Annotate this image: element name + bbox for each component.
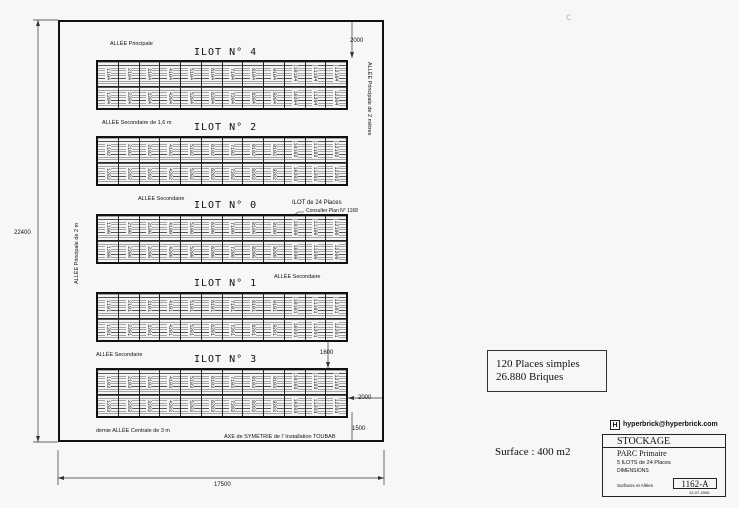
ilot-place — [160, 319, 181, 340]
ilot-place — [119, 87, 140, 108]
summary-places: 120 Places simples — [496, 358, 580, 370]
ilot-place — [140, 87, 161, 108]
summary-briques: 26.880 Briques — [496, 371, 564, 383]
place-number: 11104 — [312, 66, 319, 82]
label-allee-secondaire-3: ALLÉE Secondaire — [274, 274, 321, 280]
ilot-place — [181, 241, 202, 262]
place-number: 8103 — [250, 375, 257, 389]
place-number: 5100 — [187, 221, 194, 235]
ilot-place — [202, 163, 223, 184]
ilot-place — [264, 163, 285, 184]
ilot-place — [285, 241, 306, 262]
ilot-place — [119, 294, 140, 318]
place-number: 5102 — [187, 143, 194, 157]
ilot-place — [160, 241, 181, 262]
ilot-2-title: ILOT N° 2 — [194, 122, 258, 133]
place-number: 10204 — [291, 89, 298, 106]
place-number: 3104 — [146, 67, 153, 81]
ilot-place — [306, 163, 327, 184]
place-number: 1200 — [104, 245, 111, 258]
plan-frame — [58, 20, 384, 442]
place-number: 5104 — [187, 67, 194, 81]
ilot-0-title: ILOT N° 0 — [194, 200, 258, 211]
place-number: 6201 — [208, 323, 215, 336]
place-number: 8204 — [250, 91, 257, 104]
place-number: 3204 — [146, 91, 153, 104]
ilot-place — [285, 62, 306, 86]
place-number: 2202 — [125, 167, 132, 180]
place-number: 3201 — [146, 323, 153, 336]
place-number: 9203 — [270, 399, 277, 412]
place-number: 5101 — [187, 299, 194, 313]
place-number: 4202 — [167, 167, 174, 180]
ilot-place — [285, 319, 306, 340]
place-number: 3102 — [146, 143, 153, 157]
ilot-place — [306, 62, 327, 86]
ilot-place — [326, 294, 346, 318]
ilot-place — [243, 216, 264, 240]
title-desc: 5 ILOTS de 24 Places — [617, 460, 671, 466]
place-number: 2203 — [125, 399, 132, 412]
place-number: 11204 — [312, 89, 319, 106]
ilot-place — [181, 319, 202, 340]
place-number: 5204 — [187, 91, 194, 104]
surface-text: Surface : 400 m2 — [495, 446, 571, 458]
ilot-place — [243, 87, 264, 108]
ilot-1-top-row — [98, 294, 346, 319]
place-number: 5202 — [187, 167, 194, 180]
ilot-place — [119, 138, 140, 162]
place-number: 10201 — [291, 321, 298, 338]
ilot-4-top-row — [98, 62, 346, 87]
ilot-0 — [96, 214, 348, 264]
place-number: 2204 — [125, 91, 132, 104]
logo-icon: H — [610, 420, 620, 430]
ilot-place — [202, 138, 223, 162]
ilot-place — [181, 216, 202, 240]
place-number: 6100 — [208, 221, 215, 235]
ilot-place — [119, 62, 140, 86]
place-number: 11202 — [312, 165, 319, 182]
place-number: 12100 — [333, 220, 340, 236]
ilot-place — [181, 87, 202, 108]
ilot-1 — [96, 292, 348, 342]
place-number: 10200 — [291, 243, 298, 260]
ilot-place — [285, 163, 306, 184]
place-number: 4103 — [167, 375, 174, 389]
place-number: 4204 — [167, 91, 174, 104]
ilot-place — [119, 395, 140, 416]
ilot-3-top-row — [98, 370, 346, 395]
ilot-place — [181, 370, 202, 394]
ilot-place — [202, 395, 223, 416]
place-number: 9104 — [270, 67, 277, 81]
place-number: 10202 — [291, 165, 298, 182]
ilot-place — [202, 241, 223, 262]
ilot-4-bottom-row — [98, 87, 346, 108]
place-number: 1104 — [104, 67, 111, 81]
ilot-place — [119, 241, 140, 262]
place-number: 7102 — [229, 143, 236, 157]
ilot-place — [326, 241, 346, 262]
place-number: 1102 — [104, 143, 111, 157]
ilot-place — [98, 241, 119, 262]
label-allee-secondaire-1: ALLÉE Secondaire de 1,6 m — [102, 120, 172, 126]
ilot-place — [264, 370, 285, 394]
ilot-place — [326, 138, 346, 162]
ilot-place — [140, 319, 161, 340]
place-number: 9101 — [270, 299, 277, 313]
ilot-3-title: ILOT N° 3 — [194, 354, 258, 365]
ilot-place — [202, 62, 223, 86]
place-number: 3103 — [146, 375, 153, 389]
place-number: 8102 — [250, 143, 257, 157]
title-parc: PARC Primaire — [617, 449, 667, 458]
place-number: 1101 — [104, 299, 111, 313]
place-number: 2103 — [125, 375, 132, 389]
place-number: 6202 — [208, 167, 215, 180]
ilot-place — [202, 319, 223, 340]
ilot-place — [243, 163, 264, 184]
ilot-0-bottom-row — [98, 241, 346, 262]
place-number: 6101 — [208, 299, 215, 313]
ilot-place — [98, 395, 119, 416]
ilot-place — [326, 395, 346, 416]
ilot-place — [223, 370, 244, 394]
place-number: 8201 — [250, 323, 257, 336]
title-surfaces: Surfaces et Allées — [617, 483, 654, 488]
ilot-1-title: ILOT N° 1 — [194, 278, 258, 289]
place-number: 12101 — [333, 298, 340, 314]
place-number: 1203 — [104, 399, 111, 412]
ilot-place — [140, 138, 161, 162]
place-number: 2101 — [125, 299, 132, 313]
ilot-place — [285, 370, 306, 394]
ilot-2 — [96, 136, 348, 186]
place-number: 2100 — [125, 221, 132, 235]
ilot-place — [264, 87, 285, 108]
place-number: 3100 — [146, 221, 153, 235]
label-axe-symetrie: AXE de SYMÉTRIE de l' Installation TOUBAB — [224, 434, 336, 440]
place-number: 7101 — [229, 299, 236, 313]
ilot-place — [264, 62, 285, 86]
place-number: 7203 — [229, 399, 236, 412]
place-number: 4100 — [167, 221, 174, 235]
place-number: 9204 — [270, 91, 277, 104]
ilot-place — [264, 138, 285, 162]
ilot-place — [306, 370, 327, 394]
ilot-place — [160, 163, 181, 184]
place-number: 11102 — [312, 142, 319, 158]
ilot-place — [223, 62, 244, 86]
place-number: 10203 — [291, 397, 298, 414]
place-number: 3101 — [146, 299, 153, 313]
ilot-place — [243, 294, 264, 318]
title-stockage: STOCKAGE — [617, 436, 671, 447]
ilot-place — [223, 294, 244, 318]
place-number: 10100 — [291, 220, 298, 236]
ilot-place — [202, 370, 223, 394]
ilot-place — [98, 216, 119, 240]
ilot-place — [223, 138, 244, 162]
ilot-place — [306, 138, 327, 162]
place-number: 4201 — [167, 323, 174, 336]
place-number: 9103 — [270, 375, 277, 389]
ilot-place — [306, 395, 327, 416]
place-number: 7100 — [229, 221, 236, 235]
place-number: 7204 — [229, 91, 236, 104]
place-number: 1100 — [104, 221, 111, 235]
place-number: 11203 — [312, 397, 319, 414]
ilot-place — [223, 319, 244, 340]
place-number: 3200 — [146, 245, 153, 258]
place-number: 4102 — [167, 143, 174, 157]
ilot-place — [243, 138, 264, 162]
ilot-place — [202, 294, 223, 318]
place-number: 4200 — [167, 245, 174, 258]
ilot-place — [243, 370, 264, 394]
ilot-place — [181, 294, 202, 318]
ilot-place — [160, 87, 181, 108]
place-number: 8100 — [250, 221, 257, 235]
place-number: 1204 — [104, 91, 111, 104]
ilot-place — [160, 370, 181, 394]
place-number: 1201 — [104, 323, 111, 336]
ilot-place — [285, 294, 306, 318]
ilot-place — [326, 87, 346, 108]
place-number: 5200 — [187, 245, 194, 258]
ilot-2-bottom-row — [98, 163, 346, 184]
place-number: 8104 — [250, 67, 257, 81]
label-allee-secondaire-2: ALLÉE Secondaire — [138, 196, 185, 202]
ilot-4 — [96, 60, 348, 110]
ilot-3-bottom-row — [98, 395, 346, 416]
place-number: 5201 — [187, 323, 194, 336]
ilot-4-title: ILOT N° 4 — [194, 47, 258, 58]
ilot-place — [160, 395, 181, 416]
ilot-place — [326, 370, 346, 394]
ilot-place — [119, 370, 140, 394]
label-allee-principale-left: ALLÉE Principale de 2 m — [74, 222, 80, 284]
place-number: 11201 — [312, 321, 319, 338]
ilot-place — [326, 216, 346, 240]
ilot-place — [98, 319, 119, 340]
label-demie-allee: demie ALLÉE Centrale de 3 m — [96, 428, 170, 434]
place-number: 6103 — [208, 375, 215, 389]
title-dims: DIMENSIONS — [617, 468, 649, 474]
ilot-place — [181, 138, 202, 162]
place-number: 6104 — [208, 67, 215, 81]
label-allee-principale: ALLÉE Principale — [110, 41, 153, 47]
dim-right-2000: 2000 — [358, 395, 372, 401]
place-number: 8203 — [250, 399, 257, 412]
place-number: 2104 — [125, 67, 132, 81]
ilot-place — [223, 87, 244, 108]
summary-box — [487, 350, 607, 392]
ilot-place — [181, 163, 202, 184]
place-number: 7201 — [229, 323, 236, 336]
place-number: 7103 — [229, 375, 236, 389]
ilot-place — [285, 395, 306, 416]
ilot-place — [119, 216, 140, 240]
ilot-place — [264, 395, 285, 416]
ilot-place — [98, 163, 119, 184]
place-number: 12204 — [333, 89, 340, 106]
ilot-place — [98, 87, 119, 108]
ilot-place — [285, 216, 306, 240]
ilot-place — [223, 163, 244, 184]
place-number: 7202 — [229, 167, 236, 180]
place-number: 10103 — [291, 374, 298, 390]
plan-number: 1162-A — [673, 478, 717, 489]
place-number: 10102 — [291, 142, 298, 158]
ilot-place — [306, 216, 327, 240]
place-number: 12102 — [333, 142, 340, 158]
place-number: 9102 — [270, 143, 277, 157]
place-number: 4203 — [167, 399, 174, 412]
ilot-place — [243, 62, 264, 86]
ilot-place — [306, 87, 327, 108]
ilot-place — [140, 62, 161, 86]
place-number: 8200 — [250, 245, 257, 258]
ilot-place — [264, 319, 285, 340]
place-number: 9100 — [270, 221, 277, 235]
place-number: 4104 — [167, 67, 174, 81]
ilot-place — [243, 241, 264, 262]
ilot-place — [140, 395, 161, 416]
ilot-place — [326, 62, 346, 86]
ilot-place — [306, 241, 327, 262]
place-number: 11200 — [312, 243, 319, 260]
place-number: 12103 — [333, 374, 340, 390]
ilot-place — [140, 241, 161, 262]
place-number: 12202 — [333, 165, 340, 182]
place-number: 10101 — [291, 298, 298, 314]
place-number: 9200 — [270, 245, 277, 258]
place-number: 6102 — [208, 143, 215, 157]
ilot-place — [140, 163, 161, 184]
dim-height: 22400 — [14, 230, 31, 236]
ilot-place — [326, 163, 346, 184]
ilot-place — [140, 216, 161, 240]
ilot-place — [160, 294, 181, 318]
place-number: 5203 — [187, 399, 194, 412]
place-number: 12201 — [333, 321, 340, 338]
ilot-place — [264, 294, 285, 318]
ilot-place — [140, 294, 161, 318]
place-number: 9202 — [270, 167, 277, 180]
place-number: 8202 — [250, 167, 257, 180]
place-number: 3203 — [146, 399, 153, 412]
ilot-place — [285, 138, 306, 162]
ilot-place — [264, 241, 285, 262]
title-block — [602, 418, 726, 497]
ilot-place — [140, 370, 161, 394]
label-allee-secondaire-4: ALLÉE Secondaire — [96, 352, 143, 358]
place-number: 6204 — [208, 91, 215, 104]
dim-1600: 1600 — [320, 350, 334, 356]
ilot-2-top-row — [98, 138, 346, 163]
place-number: 2201 — [125, 323, 132, 336]
ilot-place — [119, 163, 140, 184]
ilot-place — [243, 395, 264, 416]
ilot-place — [243, 319, 264, 340]
ilot-note: ILOT de 24 Places — [292, 200, 342, 206]
ilot-place — [306, 294, 327, 318]
ilot-0-top-row — [98, 216, 346, 241]
place-number: 6203 — [208, 399, 215, 412]
title-date: 12-07-2006 — [689, 490, 710, 495]
place-number: 7200 — [229, 245, 236, 258]
ilot-place — [98, 62, 119, 86]
place-number: 12200 — [333, 243, 340, 260]
ilot-place — [98, 370, 119, 394]
svg-text:c: c — [566, 12, 572, 23]
dim-top-right: 2000 — [350, 38, 364, 44]
label-allee-principale-right: ALLÉE Principale de 2 mètres — [366, 62, 372, 136]
ilot-place — [98, 294, 119, 318]
ilot-place — [202, 216, 223, 240]
ilot-place — [306, 319, 327, 340]
ilot-place — [181, 62, 202, 86]
title-email: hyperbrick@hyperbrick.com — [623, 421, 718, 428]
ilot-place — [223, 395, 244, 416]
ilot-place — [160, 138, 181, 162]
ilot-1-bottom-row — [98, 319, 346, 340]
title-box — [602, 434, 726, 497]
ilot-note-ref: Consulter Plan N° 1168 — [306, 208, 358, 214]
place-number: 3202 — [146, 167, 153, 180]
place-number: 2102 — [125, 143, 132, 157]
place-number: 11100 — [312, 220, 319, 236]
ilot-place — [285, 87, 306, 108]
ilot-place — [202, 87, 223, 108]
place-number: 11101 — [312, 298, 319, 314]
ilot-place — [326, 319, 346, 340]
place-number: 1202 — [104, 167, 111, 180]
ilot-place — [264, 216, 285, 240]
ilot-place — [160, 62, 181, 86]
place-number: 6200 — [208, 245, 215, 258]
dim-width: 17500 — [214, 482, 231, 488]
place-number: 12203 — [333, 397, 340, 414]
dim-1500: 1500 — [352, 426, 366, 432]
ilot-place — [181, 395, 202, 416]
place-number: 1103 — [104, 375, 111, 389]
place-number: 8101 — [250, 299, 257, 313]
ilot-place — [160, 216, 181, 240]
place-number: 12104 — [333, 66, 340, 82]
ilot-place — [223, 216, 244, 240]
ilot-place — [119, 319, 140, 340]
place-number: 4101 — [167, 299, 174, 313]
place-number: 9201 — [270, 323, 277, 336]
place-number: 5103 — [187, 375, 194, 389]
ilot-3 — [96, 368, 348, 418]
place-number: 7104 — [229, 67, 236, 81]
ilot-place — [223, 241, 244, 262]
place-number: 11103 — [312, 374, 319, 390]
place-number: 10104 — [291, 66, 298, 82]
ilot-place — [98, 138, 119, 162]
place-number: 2200 — [125, 245, 132, 258]
